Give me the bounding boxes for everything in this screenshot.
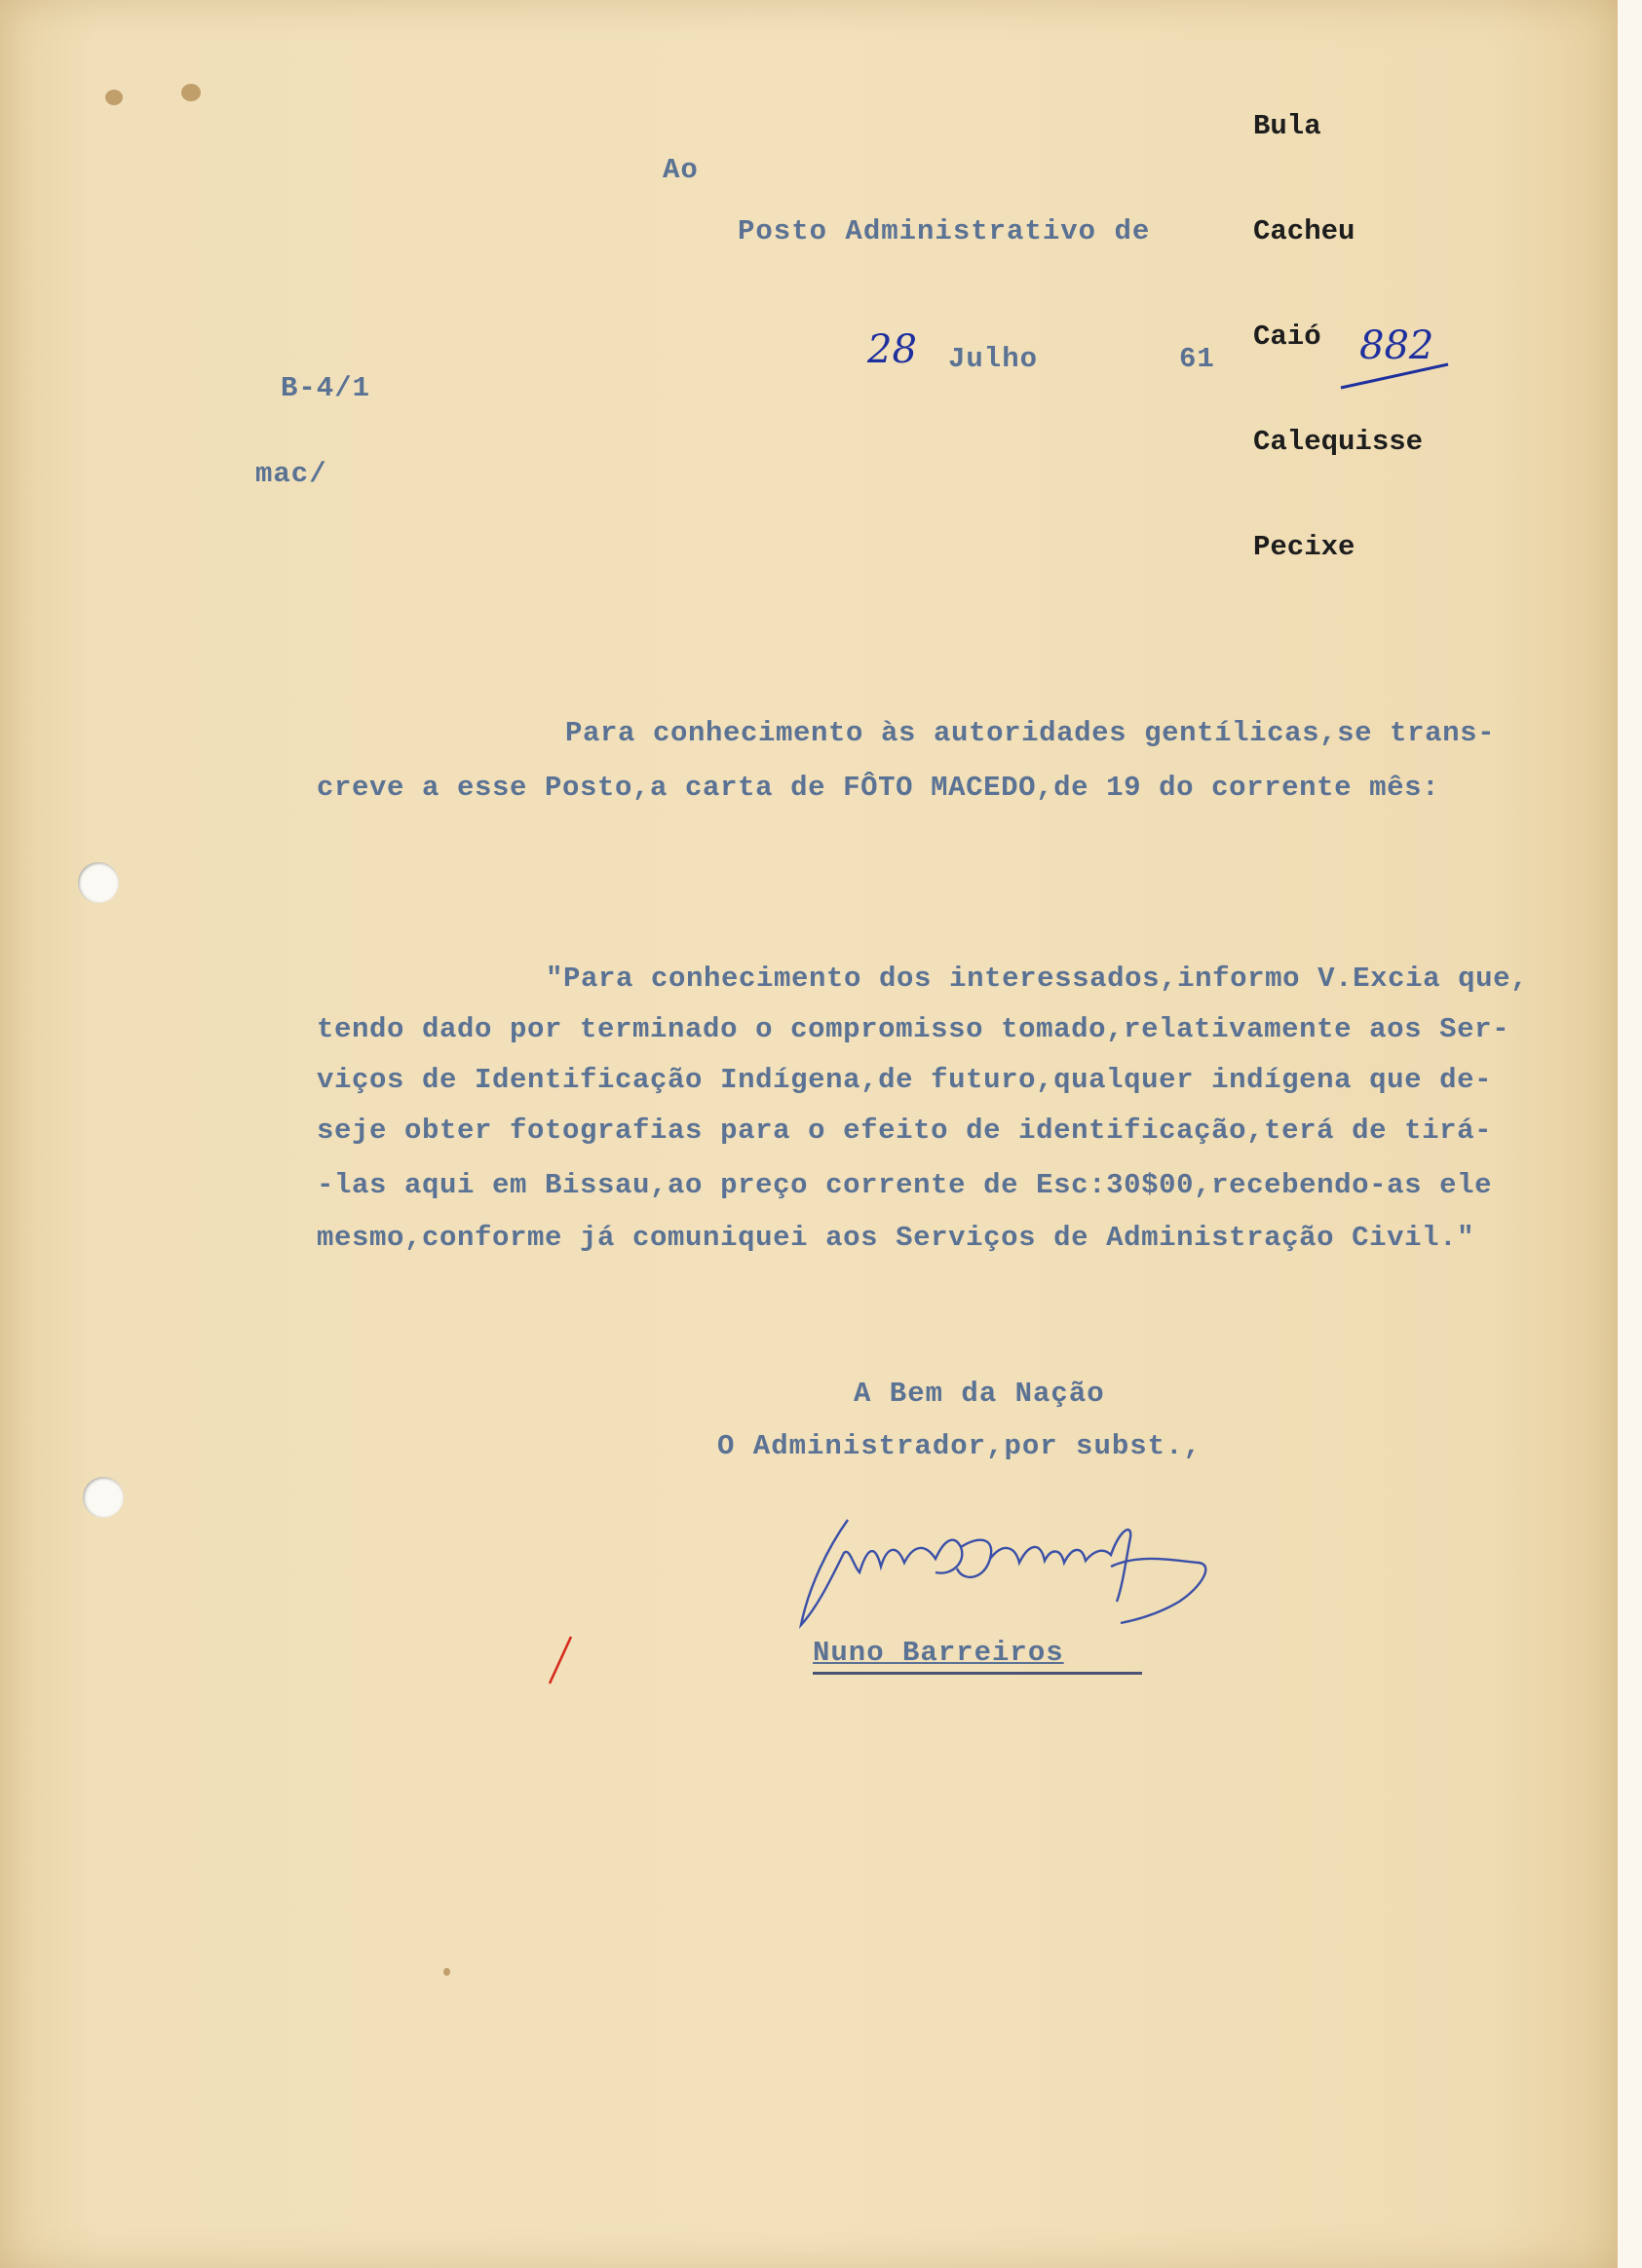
stain bbox=[443, 1968, 450, 1976]
quote-line: -las aqui em Bissau,ao preço corrente de Esc:30$00,recebendo-as ele bbox=[317, 1169, 1493, 1201]
intro-line: creve a esse Posto,a carta de FÔTO MACEDO,de 19 do corrente mês: bbox=[317, 772, 1440, 804]
date-month: Julho bbox=[948, 343, 1039, 375]
quote-line: "Para conhecimento dos interessados,informo V.Excia que, bbox=[546, 963, 1529, 995]
quote-line: mesmo,conforme já comuniquei aos Serviços de Administração Civil." bbox=[317, 1222, 1475, 1254]
signatory-underline bbox=[813, 1672, 1142, 1675]
addressee-to: Ao bbox=[663, 154, 699, 186]
quote-line: tendo dado por terminado o compromisso tomado,relativamente aos Ser- bbox=[317, 1013, 1510, 1045]
date-day: 28 bbox=[867, 327, 917, 372]
stain bbox=[105, 90, 123, 105]
recipient-item: Caió bbox=[1253, 321, 1321, 353]
punch-hole bbox=[83, 1477, 124, 1518]
date-year: 61 bbox=[1179, 343, 1215, 375]
handwritten-signature bbox=[789, 1508, 1257, 1644]
scan-margin bbox=[1618, 0, 1642, 2268]
quote-line: viços de Identificação Indígena,de futuro,qualquer indígena que de- bbox=[317, 1064, 1493, 1096]
closing-role: O Administrador,por subst., bbox=[717, 1430, 1202, 1462]
intro-line: Para conhecimento às autoridades gentílicas,se trans- bbox=[565, 717, 1496, 749]
recipient-item: Pecixe bbox=[1253, 531, 1356, 563]
check-mark bbox=[546, 1633, 575, 1689]
quote-line: seje obter fotografias para o efeito de identificação,terá de tirá- bbox=[317, 1115, 1493, 1147]
closing-salutation: A Bem da Nação bbox=[854, 1378, 1105, 1410]
recipient-item: Calequisse bbox=[1253, 426, 1424, 458]
addressee-office: Posto Administrativo de bbox=[738, 215, 1151, 247]
reference-code: B-4/1 bbox=[281, 372, 371, 404]
recipient-item: Cacheu bbox=[1253, 215, 1356, 247]
signatory-name: Nuno Barreiros bbox=[813, 1637, 1064, 1669]
document-number-underline bbox=[1337, 359, 1454, 394]
typist-initials: mac/ bbox=[255, 458, 327, 490]
punch-hole bbox=[78, 862, 119, 903]
stain bbox=[181, 84, 201, 101]
document-number: 882 bbox=[1359, 323, 1434, 368]
recipient-item: Bula bbox=[1253, 110, 1321, 142]
